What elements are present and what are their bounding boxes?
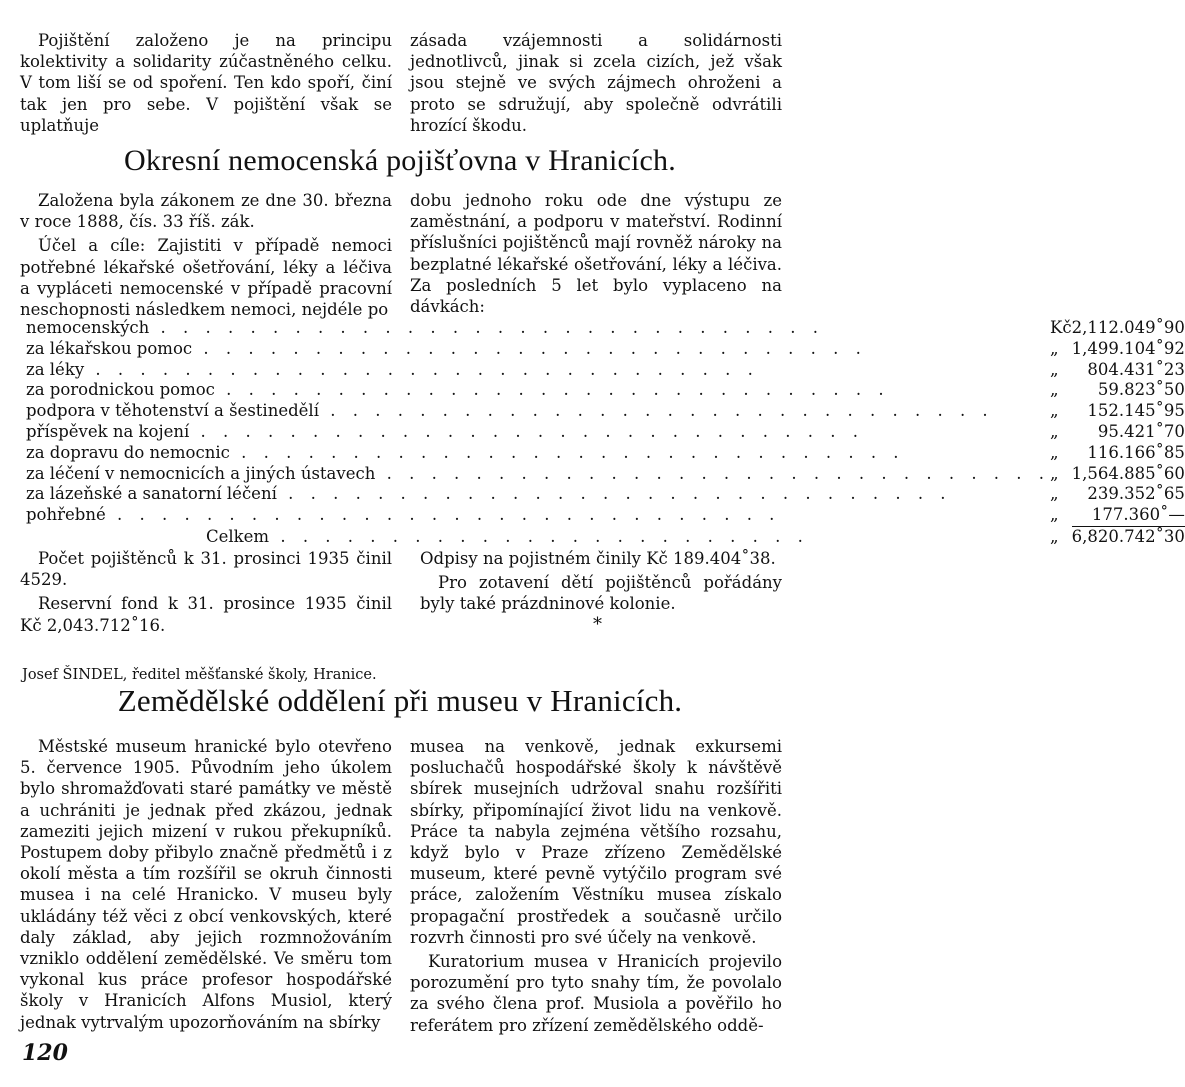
section2-right-paragraph-2: Kuratorium musea v Hranicích projevilo porozumění pro tyto snahy tím, že povolalo za svého člena prof. Musiola a pověřilo ho referátem pro zřízení zemědělského oddě- xyxy=(410,952,782,1035)
writeoffs-paragraph: Odpisy na pojistném činily Kč 189.404˚38. xyxy=(420,549,776,568)
ledger-label-text: za porodnickou pomoc xyxy=(26,380,215,400)
holiday-colonies-paragraph: Pro zotavení dětí pojištěnců pořádány byly také prázdninové kolonie. xyxy=(420,573,782,614)
ledger-leader-dots: . . . . . . . . . . . . . . . . . . . . . . . . . . . . . . xyxy=(84,359,759,379)
ledger-currency: „ xyxy=(1050,442,1059,462)
insured-count-paragraph: Počet pojištěnců k 31. prosinci 1935 činil 4529. xyxy=(20,549,392,590)
ledger-row xyxy=(26,360,1185,381)
section2-right-paragraph-1: musea na venkově, jednak exkursemi posluchačů hospodářské školy k návštěvě sbírek musejních udržoval snahu rozšířiti sbírky, připomínající život lidu na venkově. Práce ta nabyla zejména většího rozsahu, když bylo v Praze zřízeno Zemědělské museum, které pevně vytýčilo program své práce, založením Věstníku musea získalo propagační prostředek a současně určilo rozvrh činnosti pro své účely na venkově. xyxy=(410,737,782,947)
section1-columns xyxy=(20,190,782,320)
ledger-label-text: za léky xyxy=(26,359,85,379)
ledger-amount: 177.360˚— xyxy=(1091,505,1185,525)
ledger-amount: 116.166˚85 xyxy=(1087,442,1185,462)
ledger-total-row xyxy=(26,526,1185,547)
ledger-label xyxy=(26,484,1050,505)
ledger-label-text: pohřebné xyxy=(26,505,106,525)
ledger-amount: 59.823˚50 xyxy=(1097,380,1185,400)
ledger-leader-dots: . . . . . . . . . . . . . . . . . . . . . . . . . . . . . . xyxy=(229,442,905,462)
section1-after-columns xyxy=(20,548,782,636)
ledger-label xyxy=(26,360,1050,381)
section-ornament: * xyxy=(593,614,602,635)
section2-title: Zemědělské oddělení při museu v Hranicích. xyxy=(117,683,683,718)
ledger-currency: Kč xyxy=(1050,318,1072,337)
section1-left-paragraph-2: Účel a cíle: Zajistiti v případě nemoci potřebné lékařské ošetřování, léky a léčiva a vypláceti nemocenské v případě pracovní neschopnosti následkem nemoci, nejdéle po xyxy=(20,236,392,320)
ledger-row xyxy=(26,464,1185,485)
ledger-row xyxy=(26,380,1185,401)
ledger-amount: 95.421˚70 xyxy=(1097,421,1185,441)
ledger-currency: „ xyxy=(1050,505,1059,525)
section2-left-column xyxy=(20,736,392,1036)
ledger-label xyxy=(26,401,1050,422)
section2-left-paragraph: Městské museum hranické bylo otevřeno 5. července 1905. Původním jeho úkolem bylo shromažďovati staré památky ve městě a uchrániti je jednak před zkázou, jednak zameziti jejich mizení v rukou překupníků. Postupem doby přibylo značně předmětů i z okolí města a tím rozšířil se okruh činnosti musea i na celé Hranicko. V museu byly ukládány též věci z obcí venkovských, které daly základ, aby jejich rozmnožováním vzniklo oddělení zemědělské. Ve směru tom vykonal kus práce profesor hospodářské školy v Hranicích Alfons Musiol, který jednak vytrvalým upozorňováním na sbírky xyxy=(20,737,392,1032)
ledger-currency: „ xyxy=(1050,401,1059,421)
ledger-total-currency: „ xyxy=(1050,526,1059,546)
ledger-row xyxy=(26,484,1185,505)
ledger-row xyxy=(26,401,1185,422)
ledger-leader-dots: . . . . . . . . . . . . . . . . . . . . . . . . . . . . . . xyxy=(192,338,867,358)
ledger-amount: 1,499.104˚92 xyxy=(1071,338,1185,358)
ledger-label xyxy=(26,380,1050,401)
ledger-row xyxy=(26,422,1185,443)
ledger-amount: 804.431˚23 xyxy=(1087,359,1185,379)
section1-after-left-column xyxy=(20,548,392,636)
ledger-leader-dots: . . . . . . . . . . . . . . . . . . . . . . . . . . . . . . xyxy=(149,318,824,337)
section1-title: Okresní nemocenská pojišťovna v Hranicích. xyxy=(124,144,676,177)
ledger-label-text: za lázeňské a sanatorní léčení xyxy=(26,484,277,504)
ledger-leader-dots: . . . . . . . . . . . . . . . . . . . . . . . . . . . . . . xyxy=(375,463,1051,483)
intro-left-column xyxy=(20,30,392,136)
intro-columns xyxy=(20,30,782,136)
ledger-leader-dots: . . . . . . . . . . . . . . . . . . . . . . . . . . . . . . xyxy=(214,380,890,400)
ledger-row xyxy=(26,318,1185,339)
ledger-label-text: za léčení v nemocnicích a jiných ústavech xyxy=(26,463,376,483)
ledger-leader-dots: . . . . . . . . . . . . . . . . . . . . . . . . . . . . . . xyxy=(105,505,781,525)
ledger-amount: 1,564.885˚60 xyxy=(1071,463,1185,483)
ledger-amount: 152.145˚95 xyxy=(1087,401,1185,421)
ledger-row xyxy=(26,339,1185,360)
section1-right-column xyxy=(410,190,782,320)
ledger-row xyxy=(26,505,1185,526)
intro-right-column xyxy=(410,30,782,136)
ledger-label-text: za lékařskou pomoc xyxy=(26,338,193,358)
page-number: 120 xyxy=(22,1040,68,1066)
ledger-label-text: podpora v těhotenství a šestinedělí xyxy=(26,401,319,421)
intro-right-paragraph: zásada vzájemnosti a solidárnosti jednotlivců, jinak si zcela cizích, jež však jsou stejně ve svých zájmech ohroženi a proto se sdružují, aby společně odvrátili hrozící škodu. xyxy=(410,31,782,135)
section2-right-column xyxy=(410,736,782,1036)
ledger-label xyxy=(26,505,1050,526)
payments-ledger xyxy=(26,318,1185,548)
ledger-label xyxy=(26,422,1050,443)
ledger-currency: „ xyxy=(1050,359,1059,379)
ledger-label-text: příspěvek na kojení xyxy=(26,421,190,441)
section1-left-column xyxy=(20,190,392,320)
ledger-label xyxy=(26,443,1050,464)
ledger-amount: 239.352˚65 xyxy=(1087,484,1185,504)
ledger-label-text: za dopravu do nemocnic xyxy=(26,442,230,462)
ledger-amount: 2,112.049˚90 xyxy=(1071,318,1185,337)
ledger-currency: „ xyxy=(1050,463,1059,483)
ledger-total-label-text: Celkem xyxy=(206,526,270,546)
ledger-total-label xyxy=(26,526,1050,547)
ledger-label-text: nemocenských xyxy=(26,318,150,337)
ledger-label xyxy=(26,339,1050,360)
ledger-currency: „ xyxy=(1050,421,1059,441)
ledger-label xyxy=(26,318,1050,339)
section1-right-paragraph: dobu jednoho roku ode dne výstupu ze zaměstnání, a podporu v mateřství. Rodinní příslušníci pojištěnců mají rovněž nároky na bezplatné lékařské ošetřování, léky a léčiva. Za posledních 5 let bylo vyplaceno na dávkách: xyxy=(410,191,782,317)
ledger-leader-dots: . . . . . . . . . . . . . . . . . . . . . . . . . . . . . . xyxy=(276,484,952,504)
ledger-leader-dots: . . . . . . . . . . . . . . . . . . . . . . . . xyxy=(269,526,809,546)
ledger-row xyxy=(26,443,1185,464)
ledger-label xyxy=(26,464,1050,485)
ledger-currency: „ xyxy=(1050,484,1059,504)
ledger-currency: „ xyxy=(1050,338,1059,358)
ledger-total-amount: 6,820.742˚30 xyxy=(1071,526,1185,546)
section2-columns xyxy=(20,736,782,1036)
ledger-leader-dots: . . . . . . . . . . . . . . . . . . . . . . . . . . . . . . xyxy=(318,401,994,421)
intro-left-paragraph: Pojištění založeno je na principu kolektivity a solidarity zúčastněného celku. V tom liší se od spoření. Ten kdo spoří, činí tak jen pro sebe. V pojištění však se uplatňuje xyxy=(20,31,392,135)
ledger-currency: „ xyxy=(1050,380,1059,400)
article-author: Josef ŠINDEL, ředitel měšťanské školy, Hranice. xyxy=(22,667,377,683)
ledger-leader-dots: . . . . . . . . . . . . . . . . . . . . . . . . . . . . . . xyxy=(189,421,864,441)
section1-left-paragraph-1: Založena byla zákonem ze dne 30. března v roce 1888, čís. 33 říš. zák. xyxy=(20,191,392,232)
reserve-fund-paragraph: Reservní fond k 31. prosince 1935 činil Kč 2,043.712˚16. xyxy=(20,594,392,635)
